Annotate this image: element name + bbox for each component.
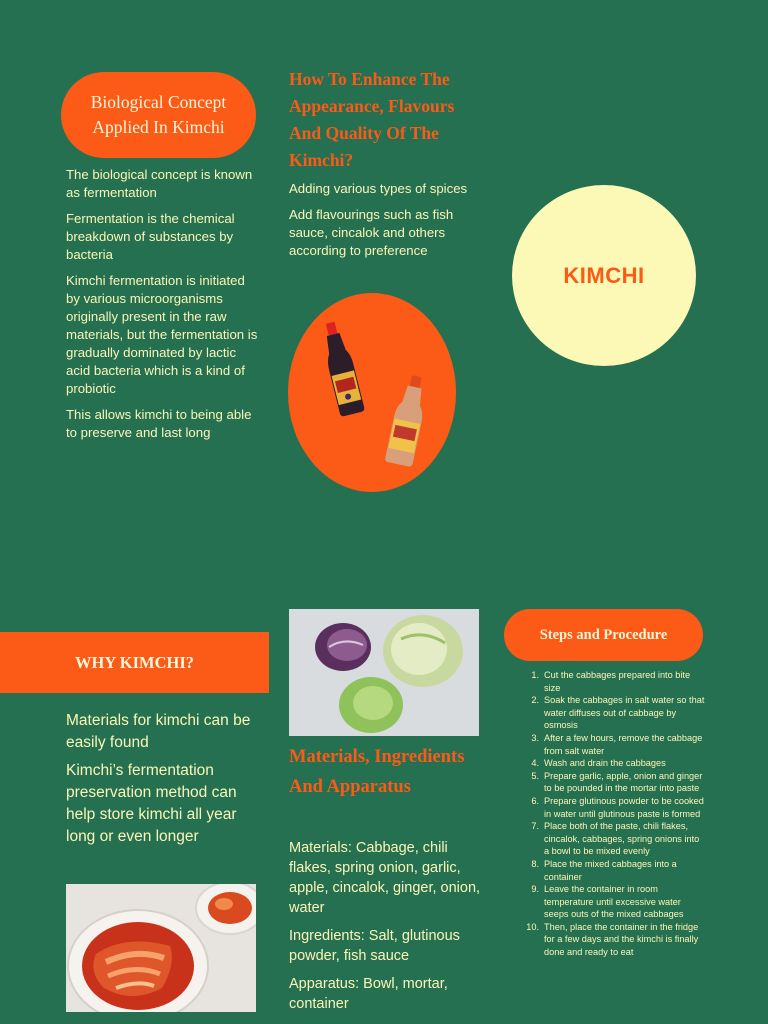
- materials-text: [289, 838, 484, 1022]
- kimchi-bowl-icon: [66, 884, 256, 1012]
- step-number: 7.: [531, 821, 539, 832]
- step-text: Wash and drain the cabbages: [544, 758, 666, 769]
- step-number: 6.: [531, 795, 539, 806]
- list-item: [502, 795, 706, 820]
- kimchi-title-circle: [512, 185, 696, 366]
- paragraph: Ingredients: Salt, glutinous powder, fish sauce: [289, 928, 460, 964]
- sauce-bottles-image: [288, 293, 456, 492]
- paragraph: Kimchi’s fermentation preservation method can help store kimchi all year long or even longer: [66, 762, 237, 845]
- paragraph: Kimchi fermentation is initiated by various microorganisms originally present in the raw materials, but the fermentation is gradually dominated by lactic acid bacteria which is a kind of probiotic: [66, 273, 258, 396]
- paragraph: Add flavourings such as fish sauce, cincalok and others according to preference: [289, 207, 454, 258]
- why-kimchi-heading: [0, 632, 269, 693]
- step-text: Leave the container in room temperature until excessive water seeps outs of the mixed cabbages: [544, 884, 684, 920]
- step-number: 4.: [531, 758, 539, 769]
- step-text: After a few hours, remove the cabbage from salt water: [544, 732, 703, 756]
- step-number: 1.: [531, 670, 539, 680]
- steps-heading: [504, 609, 703, 661]
- step-text: Prepare garlic, apple, onion and ginger to be pounded in the mortar into paste: [544, 770, 703, 794]
- sauce-bottles-icon: [288, 293, 456, 492]
- paragraph: The biological concept is known as fermentation: [66, 167, 253, 200]
- step-number: 8.: [531, 858, 539, 869]
- paragraph: Fermentation is the chemical breakdown of substances by bacteria: [66, 211, 235, 262]
- biological-concept-heading: [61, 72, 256, 158]
- step-text: Then, place the container in the fridge for a few days and the kimchi is finally done and ready to eat: [544, 921, 699, 958]
- list-item: [502, 883, 706, 921]
- list-item: [502, 732, 706, 757]
- biological-concept-text: [66, 166, 262, 450]
- paragraph: Apparatus: Bowl, mortar, container: [289, 976, 448, 1012]
- step-number: 2.: [531, 695, 539, 706]
- step-number: 3.: [531, 732, 539, 743]
- paragraph: Adding various types of spices: [289, 181, 468, 196]
- paragraph: Materials: Cabbage, chili flakes, spring onion, garlic, apple, cincalok, ginger, onion, water: [289, 840, 481, 916]
- cabbages-image: [289, 609, 479, 736]
- list-item: [502, 770, 706, 795]
- list-item: [502, 694, 706, 732]
- biological-concept-title: Biological Concept Applied In Kimchi: [90, 92, 227, 137]
- steps-list: [502, 669, 706, 959]
- step-text: Soak the cabbages in salt water so that water diffuses out of cabbage by osmosis: [544, 695, 705, 731]
- paragraph: This allows kimchi to being able to preserve and last long: [66, 407, 252, 440]
- step-text: Prepare glutinous powder to be cooked in water until glutinous paste is formed: [544, 795, 704, 819]
- materials-heading: Materials, Ingredients And Apparatus: [289, 747, 465, 797]
- list-item: [502, 757, 706, 770]
- step-text: Place the mixed cabbages into a container: [544, 858, 677, 882]
- kimchi-bowl-image: [66, 884, 256, 1012]
- step-text: Cut the cabbages prepared into bite size: [544, 670, 691, 693]
- why-kimchi-title: WHY KIMCHI?: [74, 652, 194, 672]
- why-kimchi-text: [66, 710, 266, 854]
- step-text: Place both of the paste, chili flakes, cincalok, cabbages, spring onions into a bowl to be mixed evenly: [544, 821, 700, 857]
- enhance-heading: How To Enhance The Appearance, Flavours And Quality Of The Kimchi?: [289, 69, 455, 170]
- paragraph: Materials for kimchi can be easily found: [66, 712, 251, 751]
- enhance-text: [289, 180, 489, 268]
- list-item: [502, 669, 706, 694]
- cabbages-icon: [289, 609, 479, 736]
- steps-title: Steps and Procedure: [539, 626, 668, 643]
- list-item: [502, 858, 706, 883]
- kimchi-title: KIMCHI: [563, 262, 645, 288]
- step-number: 9.: [531, 884, 539, 895]
- step-number: 5.: [531, 770, 539, 781]
- list-item: [502, 921, 706, 959]
- step-number: 10.: [526, 921, 539, 932]
- list-item: [502, 820, 706, 858]
